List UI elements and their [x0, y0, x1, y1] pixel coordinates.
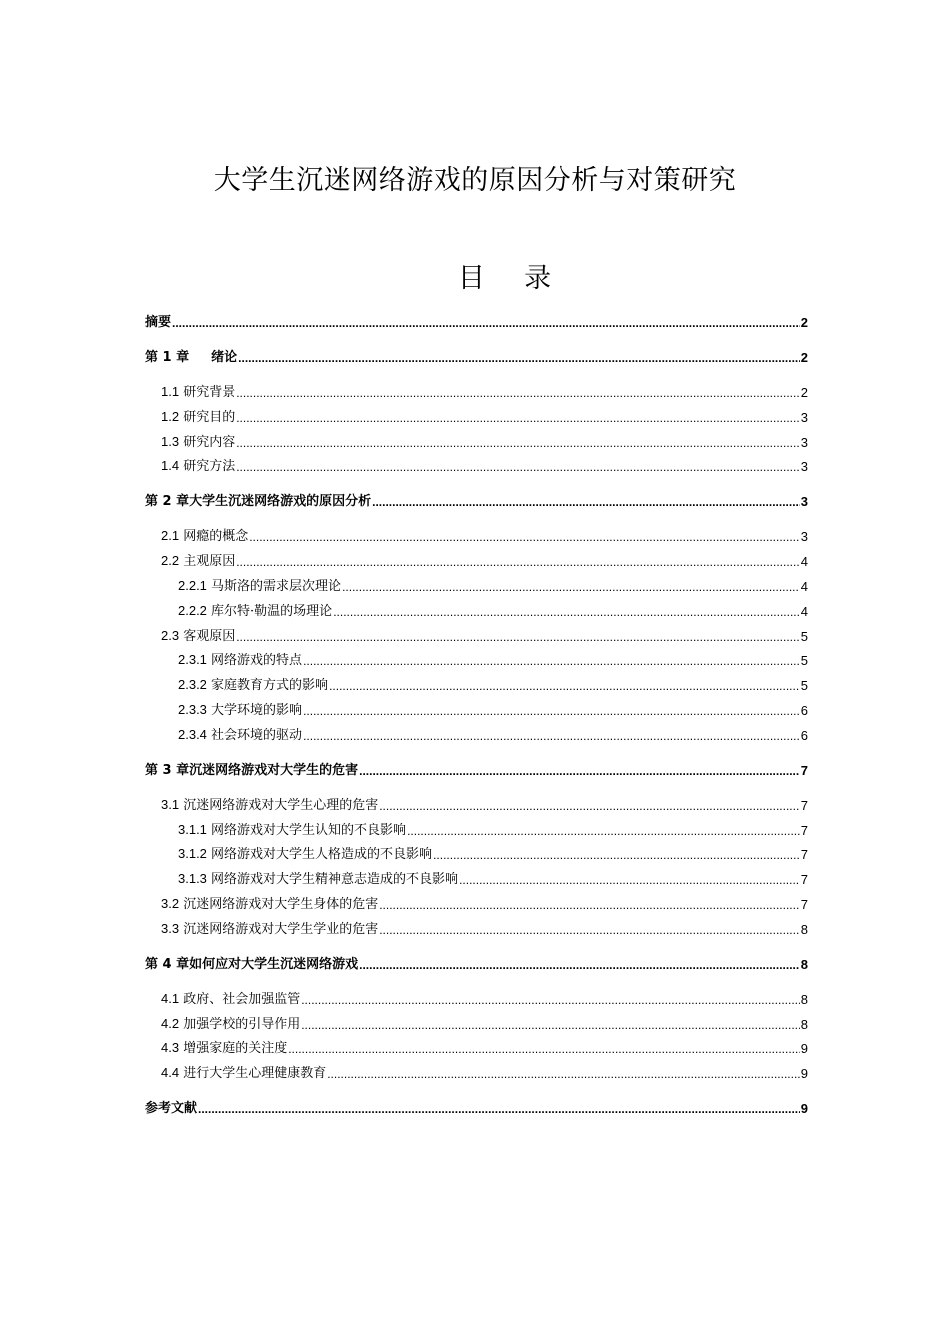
toc-entry-title [161, 433, 235, 452]
toc-dot-leader [303, 652, 800, 670]
toc-entry-title [161, 527, 248, 546]
toc-entry[interactable] [145, 347, 808, 367]
toc-entry-number: 1.3 [161, 434, 180, 449]
toc-page-number: 3 [800, 529, 808, 544]
toc-entry-number: 4.2 [161, 1016, 180, 1031]
toc-entry[interactable] [145, 312, 808, 332]
toc-dot-leader [407, 822, 800, 840]
toc-entry-number: 3.1.3 [178, 871, 207, 886]
toc-dot-leader [198, 1100, 800, 1118]
toc-entry-number: 4.4 [161, 1065, 180, 1080]
toc-entry[interactable] [145, 626, 808, 646]
toc-page-number: 3 [800, 410, 808, 425]
toc-entry-text: 马斯洛的需求层次理论 [206, 579, 342, 594]
toc-entry-title [161, 920, 378, 939]
toc-entry-number: 2.2.2 [178, 603, 207, 618]
toc-entry-number: 2.3 [161, 628, 180, 643]
toc-entry[interactable] [145, 1098, 808, 1118]
toc-entry-number: 2.2 [161, 553, 180, 568]
toc-entry[interactable] [145, 1014, 808, 1034]
toc-entry[interactable] [145, 491, 808, 511]
toc-entry[interactable] [145, 601, 808, 621]
toc-page-number: 4 [800, 604, 808, 619]
toc-entry-title [161, 408, 235, 427]
toc-dot-leader [301, 991, 800, 1009]
toc-dot-leader [459, 871, 800, 889]
toc-entry-number: 3.1.1 [178, 822, 207, 837]
toc-dot-leader [329, 677, 800, 695]
toc-entry-title [178, 602, 332, 621]
toc-entry[interactable] [145, 432, 808, 452]
toc-page-number: 6 [800, 703, 808, 718]
toc-dot-leader [236, 553, 800, 571]
toc-page-number: 9 [800, 1101, 808, 1116]
toc-entry[interactable] [145, 576, 808, 596]
toc-dot-leader [249, 528, 800, 546]
toc-page-number: 3 [800, 435, 808, 450]
toc-dot-leader [236, 458, 800, 476]
toc-entry-number: 2.3.1 [178, 652, 207, 667]
toc-page-number: 2 [800, 315, 808, 330]
toc-entry-text: 参考文献 [145, 1101, 198, 1116]
toc-dot-leader [236, 384, 800, 402]
toc-entry-text: 客观原因 [179, 629, 236, 644]
toc-entry-title [178, 870, 458, 889]
toc-page-number: 7 [800, 847, 808, 862]
toc-entry-number: 3.2 [161, 896, 180, 911]
toc-entry-text: 研究背景 [179, 385, 236, 400]
toc-entry[interactable] [145, 382, 808, 402]
toc-entry-number: 3.1.2 [178, 846, 207, 861]
toc-page-number: 7 [800, 763, 808, 778]
toc-page-number: 8 [800, 922, 808, 937]
toc-dot-leader [359, 762, 800, 780]
toc-page-number: 7 [800, 897, 808, 912]
toc-entry[interactable] [145, 526, 808, 546]
toc-entry-title [161, 1015, 300, 1034]
toc-entry-number: 2.3.2 [178, 677, 207, 692]
toc-entry-title [161, 457, 235, 476]
toc-entry-title [161, 627, 235, 646]
toc-dot-leader [379, 896, 800, 914]
toc-entry[interactable] [145, 1063, 808, 1083]
toc-page-number: 2 [800, 350, 808, 365]
toc-entry[interactable] [145, 650, 808, 670]
toc-entry-text: 沉迷网络游戏对大学生学业的危害 [179, 922, 379, 937]
toc-page-number: 6 [800, 728, 808, 743]
toc-entry-text: 主观原因 [179, 554, 236, 569]
toc-page-number: 5 [800, 653, 808, 668]
toc-dot-leader [236, 409, 800, 427]
toc-entry[interactable] [145, 456, 808, 476]
toc-entry-title [145, 349, 237, 367]
toc-entry-number: 3.3 [161, 921, 180, 936]
toc-entry-text: 进行大学生心理健康教育 [179, 1066, 327, 1081]
toc-entry-text: 网络游戏对大学生人格造成的不良影响 [206, 847, 433, 862]
toc-entry-text: 社会环境的驱动 [206, 728, 303, 743]
toc-entry-text: 第 4 章如何应对大学生沉迷网络游戏 [145, 957, 359, 972]
toc-entry-number: 1.4 [161, 458, 180, 473]
toc-entry-title [161, 552, 235, 571]
toc-dot-leader [288, 1040, 800, 1058]
toc-dot-leader [379, 921, 800, 939]
toc-entry[interactable] [145, 795, 808, 815]
toc-page-number: 9 [800, 1066, 808, 1081]
toc-entry-text: 研究方法 [179, 459, 236, 474]
toc-dot-leader [359, 956, 800, 974]
toc-dot-leader [172, 314, 800, 332]
toc-dot-leader [372, 493, 800, 511]
toc-entry-number: 2.3.3 [178, 702, 207, 717]
toc-entry[interactable] [145, 725, 808, 745]
toc-entry-title [161, 1064, 326, 1083]
toc-dot-leader [238, 349, 800, 367]
toc-entry[interactable] [145, 989, 808, 1009]
toc-dot-leader [327, 1065, 800, 1083]
toc-entry-title [161, 383, 235, 402]
toc-page-number: 3 [800, 494, 808, 509]
toc-entry-text: 第 1 章 绪论 [145, 350, 238, 365]
toc-entry[interactable] [145, 551, 808, 571]
toc-entry-title [178, 845, 432, 864]
toc-entry-text: 沉迷网络游戏对大学生身体的危害 [179, 897, 379, 912]
toc-page-number: 8 [800, 992, 808, 1007]
toc-entry-number: 2.2.1 [178, 578, 207, 593]
toc-dot-leader [301, 1016, 800, 1034]
toc-entry-text: 网络游戏的特点 [206, 653, 303, 668]
toc-entry-text: 加强学校的引导作用 [179, 1017, 301, 1032]
toc-entry-number: 4.1 [161, 991, 180, 1006]
toc-entry[interactable] [145, 869, 808, 889]
toc-entry-text: 研究目的 [179, 410, 236, 425]
toc-entry-title [161, 895, 378, 914]
toc-entry-text: 研究内容 [179, 435, 236, 450]
toc-entry-title [178, 821, 406, 840]
toc-entry-title [178, 701, 302, 720]
toc-entry-text: 政府、社会加强监管 [179, 992, 301, 1007]
toc-heading: 目 录 [457, 263, 553, 294]
toc-entry-title [178, 651, 302, 670]
toc-entry-title [178, 676, 328, 695]
toc-entry-text: 网络游戏对大学生认知的不良影响 [206, 823, 407, 838]
toc-entry-text: 网络游戏对大学生精神意志造成的不良影响 [206, 872, 459, 887]
toc-dot-leader [236, 628, 800, 646]
toc-entry[interactable] [145, 894, 808, 914]
toc-page-number: 2 [800, 385, 808, 400]
toc-entry-text: 库尔特·勒温的场理论 [206, 604, 333, 619]
toc-page-number: 4 [800, 554, 808, 569]
toc-entry-title [145, 1100, 197, 1118]
toc-entry-number: 1.2 [161, 409, 180, 424]
toc-entry-text: 大学环境的影响 [206, 703, 303, 718]
toc-page-number: 7 [800, 823, 808, 838]
toc-entry-text: 第 2 章大学生沉迷网络游戏的原因分析 [145, 494, 372, 509]
toc-entry-number: 2.3.4 [178, 727, 207, 742]
toc-dot-leader [433, 846, 800, 864]
toc-page-number: 9 [800, 1041, 808, 1056]
toc-page-number: 8 [800, 957, 808, 972]
toc-entry-text: 沉迷网络游戏对大学生心理的危害 [179, 798, 379, 813]
toc-entry-number: 2.1 [161, 528, 180, 543]
toc-entry[interactable] [145, 675, 808, 695]
toc-entry-text: 摘要 [145, 315, 172, 330]
toc-entry[interactable] [145, 919, 808, 939]
toc-entry-title [161, 1039, 287, 1058]
toc-entry[interactable] [145, 820, 808, 840]
toc-entry[interactable] [145, 1038, 808, 1058]
toc-entry[interactable] [145, 844, 808, 864]
toc-page-number: 5 [800, 678, 808, 693]
toc-entry-title [145, 956, 358, 974]
toc-page-number: 4 [800, 579, 808, 594]
toc-entry-text: 第 3 章沉迷网络游戏对大学生的危害 [145, 763, 359, 778]
toc-entry-title [178, 726, 302, 745]
toc-page-number: 7 [800, 872, 808, 887]
toc-entry-title [145, 493, 371, 511]
toc-entry[interactable] [145, 954, 808, 974]
toc-entry-text: 网瘾的概念 [179, 529, 249, 544]
toc-dot-leader [333, 603, 800, 621]
toc-entry[interactable] [145, 700, 808, 720]
toc-entry-text: 家庭教育方式的影响 [206, 678, 329, 693]
toc-dot-leader [342, 578, 800, 596]
toc-entry-text: 增强家庭的关注度 [179, 1041, 288, 1056]
toc-dot-leader [379, 797, 800, 815]
toc-entry-title [161, 990, 300, 1009]
toc-dot-leader [303, 702, 800, 720]
toc-entry-title [161, 796, 378, 815]
toc-entry-title [145, 314, 171, 332]
toc-page-number: 8 [800, 1017, 808, 1032]
toc-entry-number: 4.3 [161, 1040, 180, 1055]
document-title: 大学生沉迷网络游戏的原因分析与对策研究 [213, 165, 737, 196]
toc-page-number: 7 [800, 798, 808, 813]
toc-page-number: 5 [800, 629, 808, 644]
toc-entry-title [178, 577, 341, 596]
toc-dot-leader [236, 434, 800, 452]
toc-entry-number: 1.1 [161, 384, 180, 399]
toc-entry[interactable] [145, 760, 808, 780]
toc-page-number: 3 [800, 459, 808, 474]
toc-entry-number: 3.1 [161, 797, 180, 812]
toc-entry-title [145, 762, 358, 780]
toc-entry[interactable] [145, 407, 808, 427]
toc-dot-leader [303, 727, 800, 745]
